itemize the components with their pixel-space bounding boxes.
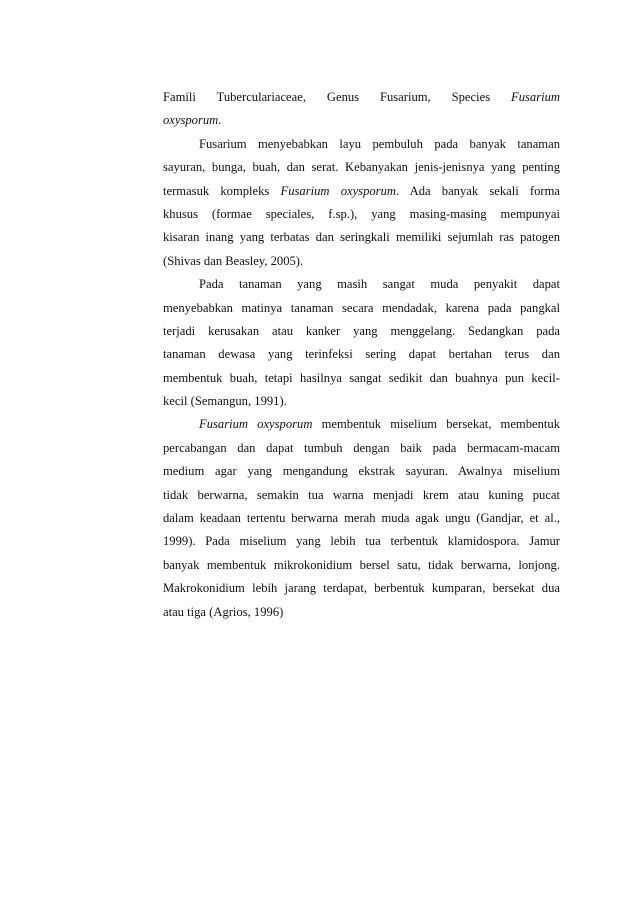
text-line: [163, 530, 560, 553]
text-line: [163, 250, 560, 273]
text-line: [163, 460, 560, 483]
text-run: atau tiga (Agrios, 1996): [163, 604, 284, 619]
text-line: [163, 226, 560, 249]
text-run: Fusarium menyebabkan layu pembuluh pada banyak tanaman: [199, 136, 560, 151]
text-run: banyak membentuk mikrokonidium bersel satu, tidak berwarna, lonjong.: [163, 557, 560, 572]
text-line: [163, 343, 560, 366]
text-run: .: [218, 113, 222, 128]
text-line: [163, 554, 560, 577]
text-run: tanaman dewasa yang terinfeksi sering dapat bertahan terus dan: [163, 347, 560, 362]
body-text: [163, 86, 560, 624]
text-run: membentuk miselium bersekat, membentuk: [312, 417, 560, 432]
paragraph: [163, 133, 560, 273]
paragraph: [163, 273, 560, 413]
text-line: [163, 320, 560, 343]
text-run: termasuk kompleks: [163, 183, 281, 198]
text-run: khusus (formae speciales, f.sp.), yang masing-masing mempunyai: [163, 206, 560, 221]
text-run: tidak berwarna, semakin tua warna menjadi krem atau kuning pucat: [163, 487, 560, 502]
text-line: [163, 109, 560, 132]
text-line: [163, 413, 560, 436]
text-run: Pada tanaman yang masih sangat muda penyakit dapat: [199, 277, 560, 292]
text-line: [163, 390, 560, 413]
paragraph: [163, 86, 560, 133]
italic-text: Fusarium: [511, 90, 560, 104]
text-line: [163, 367, 560, 390]
italic-text: oxysporum: [163, 113, 219, 128]
text-run: menyebabkan matinya tanaman secara mendadak, karena pada pangkal: [163, 300, 560, 315]
text-line: [163, 86, 560, 109]
text-run: percabangan dan dapat tumbuh dengan baik pada bermacam-macam: [163, 440, 560, 455]
text-run: kecil (Semangun, 1991).: [163, 394, 287, 409]
text-run: medium agar yang mengandung ekstrak sayuran. Awalnya miselium: [163, 464, 560, 479]
text-line: [163, 156, 560, 179]
text-line: [163, 203, 560, 226]
text-line: [163, 133, 560, 156]
italic-text: Fusarium oxysporum: [280, 183, 396, 198]
text-run: (Shivas dan Beasley, 2005).: [163, 253, 304, 268]
text-line: [163, 180, 560, 203]
text-run: membentuk buah, tetapi hasilnya sangat sedikit dan buahnya pun kecil-: [163, 370, 560, 385]
text-run: terjadi kerusakan atau kanker yang menggelang. Sedangkan pada: [163, 323, 560, 338]
text-run: kisaran inang yang terbatas dan seringkali memiliki sejumlah ras patogen: [163, 230, 560, 245]
text-run: Famili Tuberculariaceae, Genus Fusarium, Species: [163, 90, 512, 104]
text-line: [163, 437, 560, 460]
text-line: [163, 273, 560, 296]
text-line: [163, 601, 560, 624]
text-run: Makrokonidium lebih jarang terdapat, berbentuk kumparan, bersekat dua: [163, 581, 560, 596]
text-run: sayuran, bunga, buah, dan serat. Kebanyakan jenis-jenisnya yang penting: [163, 160, 560, 175]
text-run: . Ada banyak sekali forma: [395, 183, 560, 198]
text-run: dalam keadaan tertentu berwarna merah muda agak ungu (Gandjar, et al.,: [163, 511, 560, 526]
text-line: [163, 297, 560, 320]
paragraph: [163, 413, 560, 624]
italic-text: Fusarium oxysporum: [199, 417, 313, 432]
text-line: [163, 484, 560, 507]
text-line: [163, 577, 560, 600]
text-line: [163, 507, 560, 530]
text-run: 1999). Pada miselium yang lebih tua terbentuk klamidospora. Jamur: [163, 534, 560, 549]
